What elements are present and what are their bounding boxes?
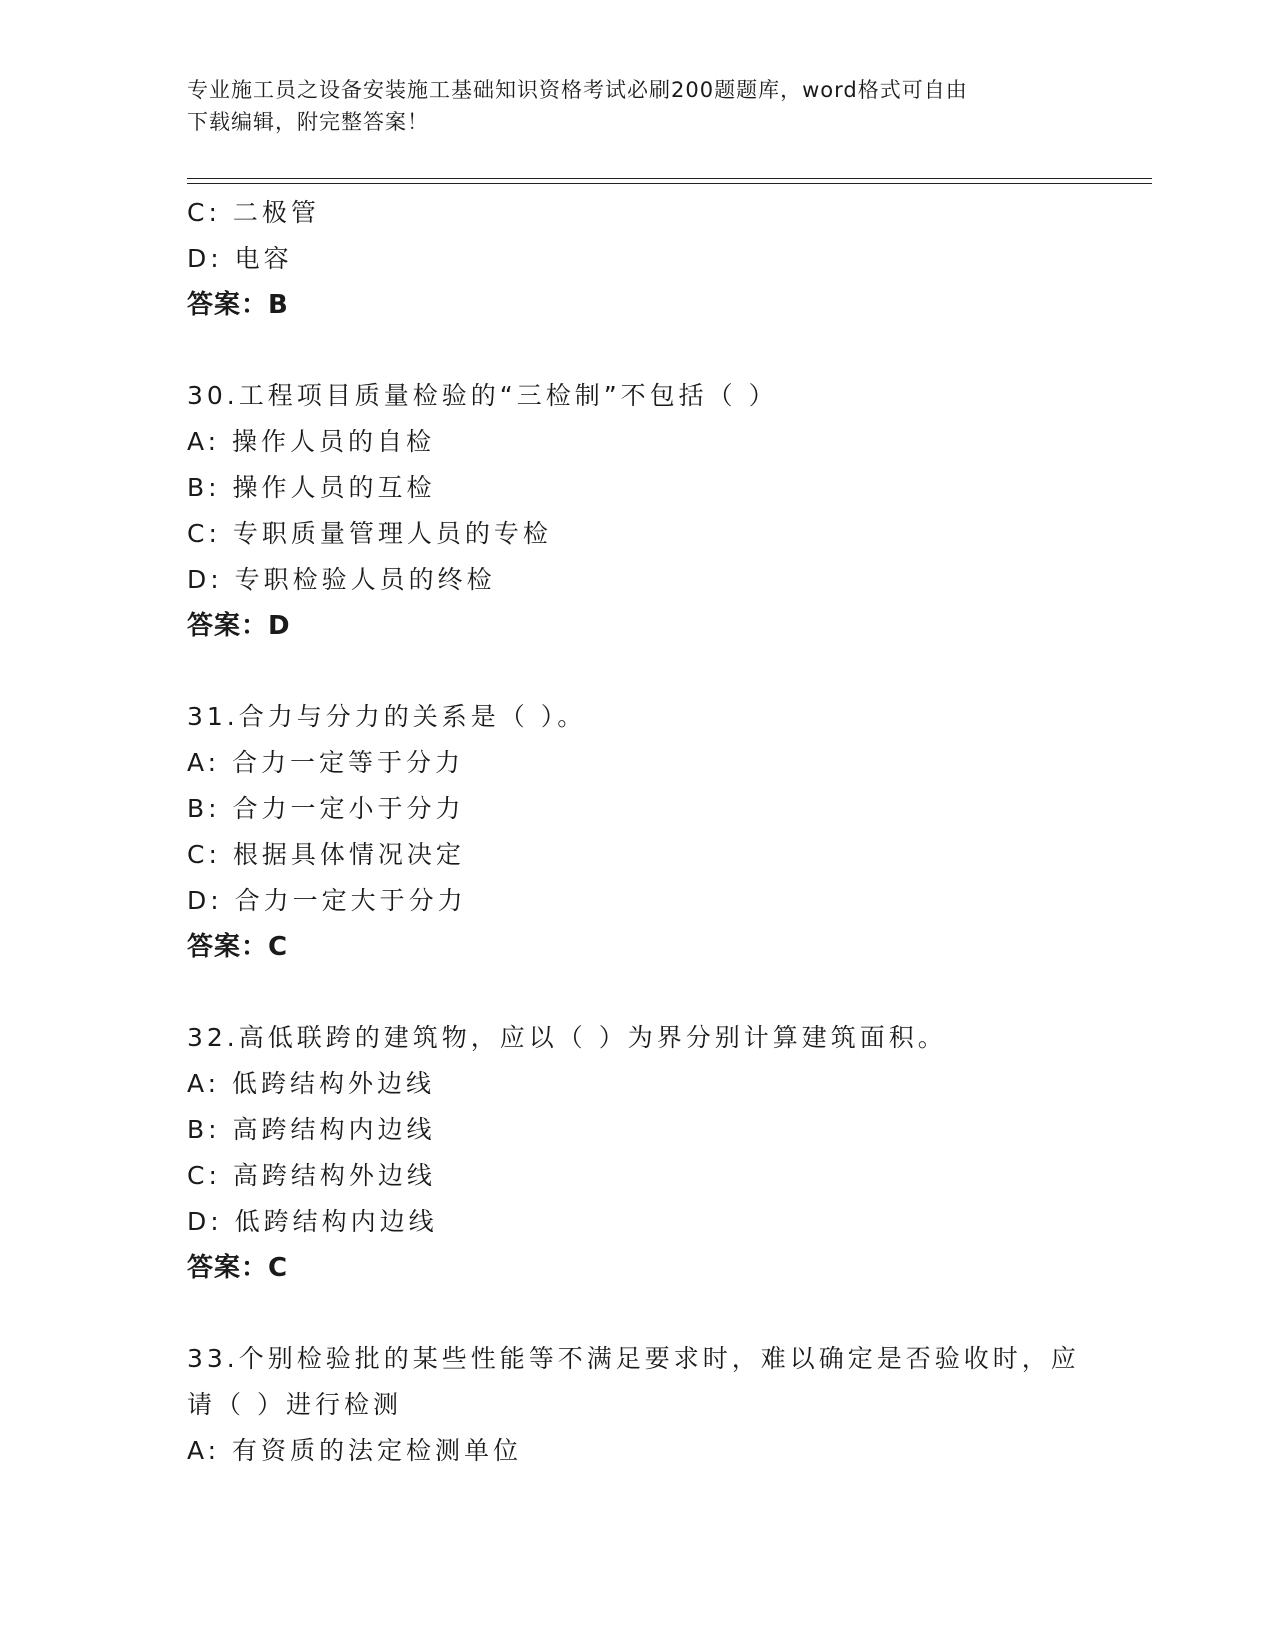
answer-line: 答案：C [187, 932, 289, 962]
option-a: A: 有资质的法定检测单位 [187, 1436, 523, 1465]
option-b: B: 操作人员的互检 [187, 473, 436, 502]
spacer [187, 1291, 1087, 1336]
document-body [187, 190, 1087, 1474]
option-b: B: 高跨结构内边线 [187, 1115, 436, 1144]
option-d: D: 电容 [187, 244, 293, 273]
spacer [187, 649, 1087, 694]
option-c: C: 专职质量管理人员的专检 [187, 519, 552, 548]
question-stem: 30.工程项目质量检验的“三检制”不包括（ ） [187, 381, 778, 410]
question-block-33 [187, 1336, 1087, 1474]
question-stem-line-2: 请（ ）进行检测 [187, 1390, 402, 1419]
spacer [187, 328, 1087, 373]
option-d: D: 低跨结构内边线 [187, 1207, 438, 1236]
header-line-2: 下载编辑，附完整答案！ [187, 110, 429, 134]
answer-line: 答案：C [187, 1253, 289, 1283]
question-block-30 [187, 373, 1087, 649]
question-stem: 32.高低联跨的建筑物，应以（ ）为界分别计算建筑面积。 [187, 1023, 947, 1052]
option-c: C: 根据具体情况决定 [187, 840, 465, 869]
option-b: B: 合力一定小于分力 [187, 794, 465, 823]
option-d: D: 合力一定大于分力 [187, 886, 467, 915]
option-a: A: 操作人员的自检 [187, 427, 436, 456]
option-c: C: 二极管 [187, 198, 320, 227]
option-c: C: 高跨结构外边线 [187, 1161, 436, 1190]
question-block-32 [187, 1015, 1087, 1291]
header-divider-top [187, 178, 1152, 179]
option-a: A: 合力一定等于分力 [187, 748, 465, 777]
document-header [187, 74, 1067, 138]
question-stem-line-1: 33.个别检验批的某些性能等不满足要求时，难以确定是否验收时，应 [187, 1344, 1080, 1373]
question-block-31 [187, 694, 1087, 970]
header-line-1: 专业施工员之设备安装施工基础知识资格考试必刷200题题库，word格式可自由 [187, 78, 968, 102]
answer-line: 答案：B [187, 290, 289, 320]
spacer [187, 970, 1087, 1015]
answer-line: 答案：D [187, 611, 291, 641]
header-divider-bottom [187, 183, 1152, 184]
question-block-29 [187, 190, 1087, 328]
option-d: D: 专职检验人员的终检 [187, 565, 496, 594]
question-stem: 31.合力与分力的关系是（ ）。 [187, 702, 587, 731]
option-a: A: 低跨结构外边线 [187, 1069, 436, 1098]
